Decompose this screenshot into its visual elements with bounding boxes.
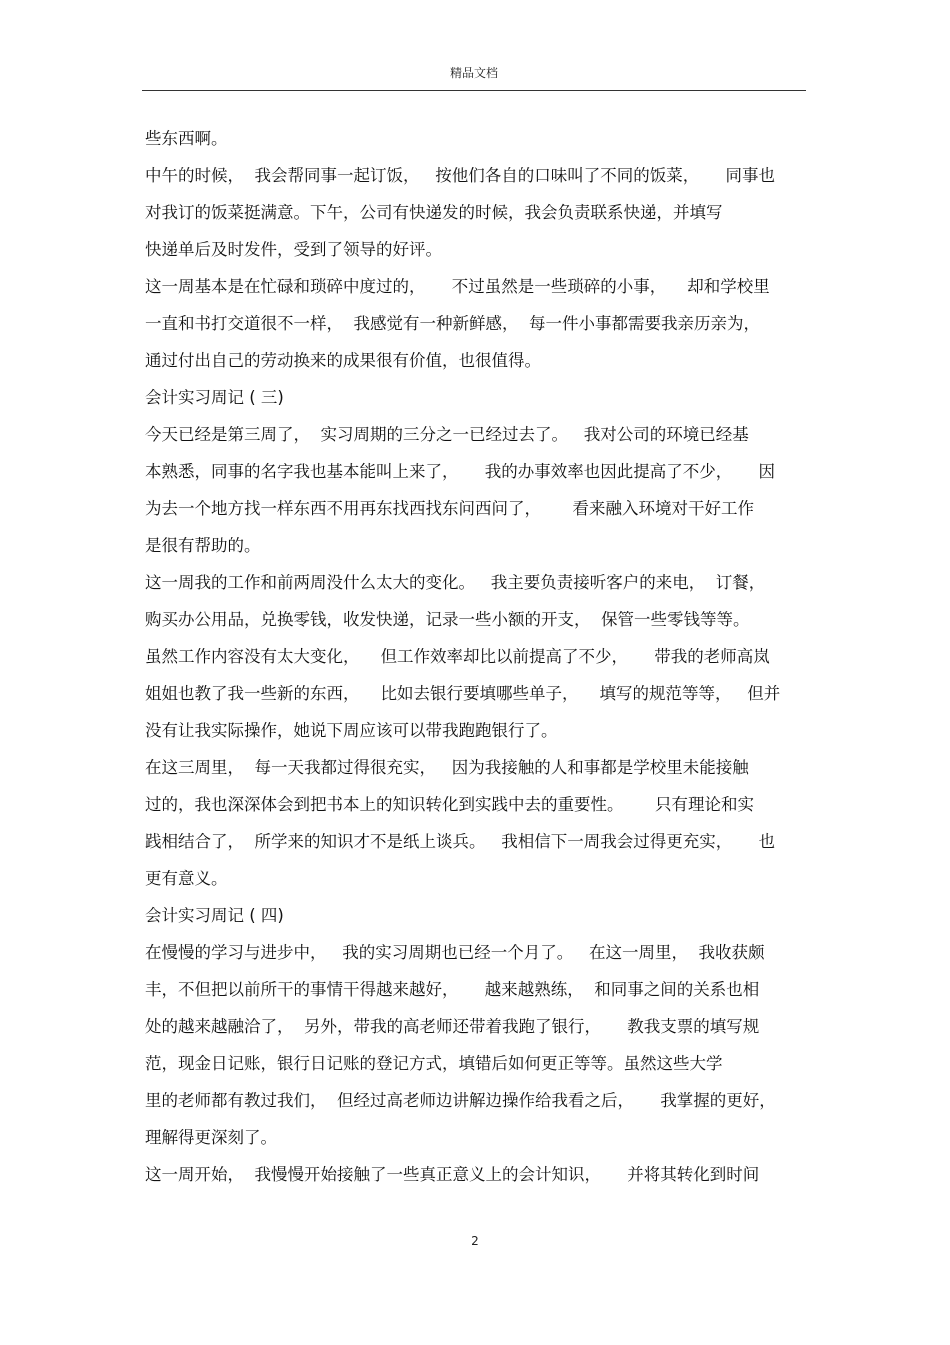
text-line: 为去一个地方找一样东西不用再东找西找东问西问了， 看来融入环境对干好工作	[145, 499, 754, 518]
text-line: 些东西啊。	[145, 129, 228, 148]
document-body	[145, 120, 810, 1193]
page-number: 2	[471, 1234, 479, 1248]
text-line: 中午的时候， 我会帮同事一起订饭， 按他们各自的口味叫了不同的饭菜， 同事也	[145, 166, 775, 185]
text-line: 更有意义。	[145, 869, 228, 888]
text-line: 会计实习周记 ( 三)	[145, 388, 284, 407]
text-line: 这一周开始， 我慢慢开始接触了一些真正意义上的会计知识， 并将其转化到时间	[145, 1165, 760, 1184]
header-rule	[142, 90, 806, 91]
text-line: 快递单后及时发件，受到了领导的好评。	[145, 240, 442, 259]
text-line: 在这三周里， 每一天我都过得很充实， 因为我接触的人和事都是学校里未能接触	[145, 758, 749, 777]
text-line: 虽然工作内容没有太大变化， 但工作效率却比以前提高了不少， 带我的老师高岚	[145, 647, 770, 666]
text-line: 这一周我的工作和前两周没什么太大的变化。 我主要负责接听客户的来电， 订餐，	[145, 573, 766, 592]
text-line: 姐姐也教了我一些新的东西， 比如去银行要填哪些单子， 填写的规范等等， 但并	[145, 684, 781, 703]
text-line: 丰，不但把以前所干的事情干得越来越好， 越来越熟练， 和同事之间的关系也相	[145, 980, 760, 999]
text-line: 本熟悉，同事的名字我也基本能叫上来了， 我的办事效率也因此提高了不少， 因	[145, 462, 775, 481]
text-line: 处的越来越融洽了， 另外，带我的高老师还带着我跑了银行， 教我支票的填写规	[145, 1017, 760, 1036]
text-line: 会计实习周记 ( 四)	[145, 906, 284, 925]
text-line: 一直和书打交道很不一样， 我感觉有一种新鲜感， 每一件小事都需要我亲历亲为，	[145, 314, 760, 333]
page-header-title: 精品文档	[449, 66, 498, 80]
text-line: 这一周基本是在忙碌和琐碎中度过的， 不过虽然是一些琐碎的小事， 却和学校里	[145, 277, 770, 296]
text-line: 对我订的饭菜挺满意。下午，公司有快递发的时候，我会负责联系快递，并填写	[145, 203, 723, 222]
text-line: 今天已经是第三周了， 实习周期的三分之一已经过去了。 我对公司的环境已经基	[145, 425, 749, 444]
text-line: 在慢慢的学习与进步中， 我的实习周期也已经一个月了。 在这一周里， 我收获颇	[145, 943, 765, 962]
text-line: 理解得更深刻了。	[145, 1128, 277, 1147]
text-line: 通过付出自己的劳动换来的成果很有价值，也很值得。	[145, 351, 541, 370]
text-line: 里的老师都有教过我们， 但经过高老师边讲解边操作给我看之后， 我掌握的更好，	[145, 1091, 776, 1110]
text-line: 是很有帮助的。	[145, 536, 261, 555]
text-line: 范，现金日记账，银行日记账的登记方式，填错后如何更正等等。虽然这些大学	[145, 1054, 723, 1073]
text-line: 践相结合了， 所学来的知识才不是纸上谈兵。 我相信下一周我会过得更充实， 也	[145, 832, 775, 851]
text-line: 没有让我实际操作，她说下周应该可以带我跑跑银行了。	[145, 721, 558, 740]
text-line: 购买办公用品，兑换零钱，收发快递，记录一些小额的开支， 保管一些零钱等等。	[145, 610, 750, 629]
text-line: 过的，我也深深体会到把书本上的知识转化到实践中去的重要性。 只有理论和实	[145, 795, 754, 814]
